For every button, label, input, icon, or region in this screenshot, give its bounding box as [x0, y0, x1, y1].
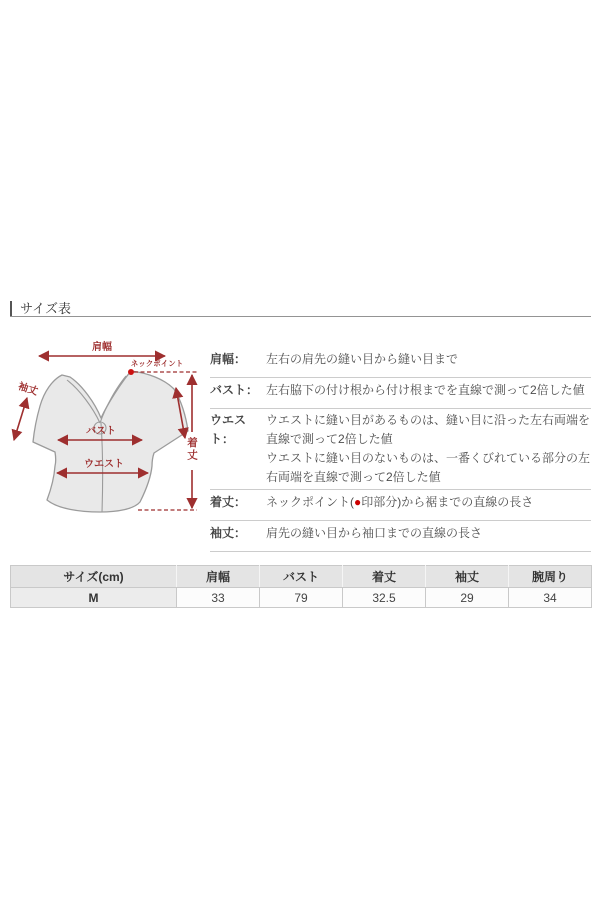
size-table-header-row — [11, 566, 592, 588]
cell-arm: 34 — [509, 588, 592, 608]
definition-text-line: ウエストに縫い目のないものは、一番くびれている部分の左右両端を直線で測って2倍した値 — [266, 451, 591, 484]
definition-text — [266, 493, 591, 512]
shoulder-width-label: 肩幅 — [92, 342, 112, 353]
definition-text — [266, 411, 591, 487]
definition-sleeve — [210, 521, 591, 552]
definition-term: 袖丈： — [210, 526, 247, 540]
garment-illustration — [33, 371, 188, 512]
definition-text: 左右脇下の付け根から付け根までを直線で測って2倍した値 — [266, 383, 585, 397]
garment-diagram-svg — [0, 332, 210, 518]
size-table — [10, 565, 591, 608]
sleeve-length-label: 袖丈 — [16, 381, 40, 398]
neck-point-label: ネックポイント — [130, 359, 184, 368]
definition-text-prefix: ネックポイント( — [266, 495, 354, 509]
neck-point-dot-glyph: ● — [354, 495, 362, 509]
definition-text: 左右の肩先の縫い目から縫い目まで — [266, 352, 459, 366]
col-header-length: 着丈 — [343, 566, 426, 588]
size-table-row-m — [11, 588, 592, 608]
definition-waist — [210, 409, 591, 490]
definition-text-suffix: 印部分)から裾までの直線の長さ — [361, 495, 534, 509]
col-header-arm: 腕周り — [509, 566, 592, 588]
sleeve-length-arrow-left — [14, 398, 27, 440]
definition-text: 肩先の縫い目から袖口までの直線の長さ — [266, 526, 483, 540]
definition-bust — [210, 378, 591, 409]
col-header-size: サイズ(cm) — [11, 566, 177, 588]
col-header-bust: バスト — [260, 566, 343, 588]
body-length-label: 着丈 — [186, 437, 198, 462]
garment-measurement-diagram — [0, 332, 210, 518]
col-header-sleeve: 袖丈 — [426, 566, 509, 588]
measurement-definitions — [210, 347, 591, 552]
section-divider — [10, 316, 591, 317]
definition-text-line: ウエストに縫い目があるものは、縫い目に沿った左右両端を直線で測って2倍した値 — [266, 413, 591, 446]
definition-term: バスト： — [210, 383, 259, 397]
section-title: サイズ表 — [10, 301, 71, 316]
cell-shoulder: 33 — [177, 588, 260, 608]
col-header-shoulder: 肩幅 — [177, 566, 260, 588]
bust-label: バスト — [86, 426, 116, 437]
cell-sleeve: 29 — [426, 588, 509, 608]
waist-label: ウエスト — [84, 459, 124, 470]
definition-shoulder — [210, 347, 591, 378]
neck-point-dot — [128, 369, 134, 375]
definition-body-length — [210, 490, 591, 521]
definition-term: 肩幅： — [210, 352, 247, 366]
cell-length: 32.5 — [343, 588, 426, 608]
definition-term: ウエスト： — [210, 413, 247, 446]
cell-size: M — [11, 588, 177, 608]
cell-bust: 79 — [260, 588, 343, 608]
definition-term: 着丈： — [210, 495, 247, 509]
